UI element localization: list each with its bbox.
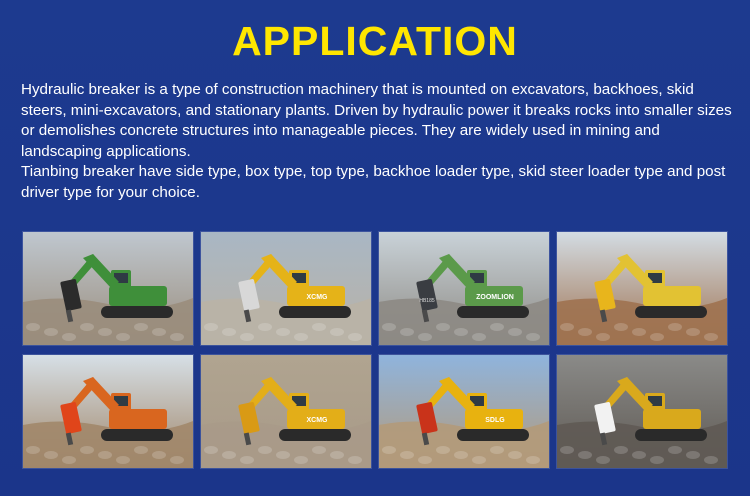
- photo-image: [201, 232, 371, 345]
- photo-image: [23, 355, 193, 468]
- photo-image: [379, 232, 549, 345]
- photo-image: [201, 355, 371, 468]
- photo-image: [557, 355, 727, 468]
- photo-white-breaker-yellow-excavator: [557, 355, 727, 468]
- page-title: APPLICATION: [232, 18, 518, 64]
- photo-yellow-breaker-on-site: [557, 232, 727, 345]
- model-label: HB185: [419, 298, 435, 304]
- brand-label: SDLG: [485, 417, 505, 424]
- description-paragraph-1: Hydraulic breaker is a type of construction machinery that is mounted on excavators, backhoes, skid steers, mini-excavators, and stationary plants. Driven by hydraulic power it breaks rocks into smaller sizes or demolishes concrete structures into manageable pieces. They are widely used in mining and landscaping applications.: [21, 81, 732, 160]
- brand-label: XCMG: [306, 294, 328, 301]
- photo-green-excavator-side-breaker: [23, 232, 193, 345]
- photo-yellow-xcmg-excavator-quarry: [201, 232, 371, 345]
- photo-sdlg-excavator-red-breaker: [379, 355, 549, 468]
- description-paragraph-2: Tianbing breaker have side type, box type, top type, backhoe loader type, skid steer loader type and post driver type for your choice.: [21, 163, 726, 201]
- brand-label: ZOOMLION: [476, 294, 514, 301]
- photo-image: [23, 232, 193, 345]
- photo-box-breaker-zoomlion-closeup: [379, 232, 549, 345]
- photo-orange-excavator-field: [23, 355, 193, 468]
- photo-image: [557, 232, 727, 345]
- photo-yellow-xcmg-excavator-rocks: [201, 355, 371, 468]
- photo-image: [379, 355, 549, 468]
- brand-label: XCMG: [306, 417, 328, 424]
